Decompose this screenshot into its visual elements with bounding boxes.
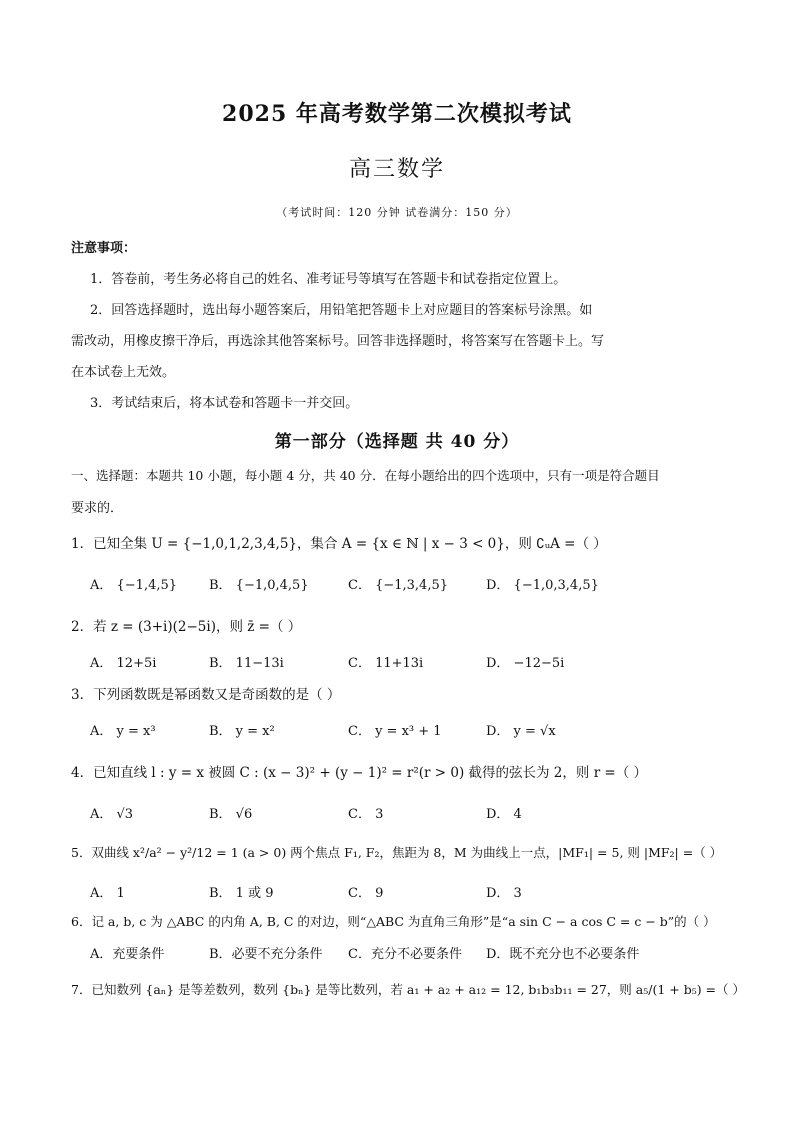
question-3-option-c: C． y = x³ + 1 — [348, 724, 442, 739]
question-2-option-a: A． 12+5i — [90, 656, 157, 671]
question-4-option-b: B． √6 — [209, 807, 253, 822]
question-2-option-d: D． −12−5i — [486, 656, 565, 671]
question-5-option-d: D． 3 — [486, 886, 522, 901]
question-4-option-c: C． 3 — [348, 807, 384, 822]
question-3-option-d: D． y = √x — [486, 724, 556, 739]
question-6-stem: 6．记 a, b, c 为 △ABC 的内角 A, B, C 的对边，则“△ABC 为直角三角形”是“a sin C − a cos C = c − b”的（ ） — [71, 914, 716, 929]
question-1-stem: 1．已知全集 U = {−1,0,1,2,3,4,5}，集合 A = {x ∈ ℕ | x − 3 < 0}，则 ∁ᵤA =（ ） — [71, 536, 607, 552]
question-5-option-b: B． 1 或 9 — [209, 886, 274, 901]
question-7-stem: 7．已知数列 {aₙ} 是等差数列，数列 {bₙ} 是等比数列，若 a₁ + a₂ + a₁₂ = 12, b₁b₃b₁₁ = 27，则 a₅/(1 + b₅) =（ ） — [71, 982, 746, 997]
question-4-option-a: A． √3 — [90, 807, 134, 822]
question-4-option-d: D． 4 — [486, 807, 522, 822]
question-1-option-d: D． {−1,0,3,4,5} — [486, 578, 599, 593]
notice-item-3: 3．考试结束后，将本试卷和答题卡一并交回。 — [90, 396, 359, 411]
question-5-option-a: A． 1 — [90, 886, 125, 901]
question-5-option-c: C． 9 — [348, 886, 384, 901]
notice-item-2-line-2: 需改动，用橡皮擦干净后，再选涂其他答案标号。回答非选择题时，将答案写在答题卡上。写 — [71, 334, 605, 349]
part-one-instructions-line-2: 要求的． — [71, 501, 124, 516]
question-4-stem: 4．已知直线 l : y = x 被圆 C : (x − 3)² + (y − 1)² = r²(r > 0) 截得的弦长为 2，则 r =（ ） — [71, 765, 648, 781]
question-6-option-b: B．必要不充分条件 — [209, 947, 323, 962]
question-2-stem: 2．若 z = (3+i)(2−5i)，则 z̄ =（ ） — [71, 619, 302, 635]
question-2-option-b: B． 11−13i — [209, 656, 284, 671]
question-1-option-c: C． {−1,3,4,5} — [348, 578, 448, 593]
question-6-option-c: C．充分不必要条件 — [348, 947, 462, 962]
question-1-option-b: B． {−1,0,4,5} — [209, 578, 309, 593]
exam-title: 2025 年高考数学第二次模拟考试 — [222, 101, 572, 127]
question-3-option-b: B． y = x² — [209, 724, 275, 739]
question-3-option-a: A． y = x³ — [90, 724, 156, 739]
notice-item-2-line-3: 在本试卷上无效。 — [71, 365, 176, 380]
part-one-heading: 第一部分（选择题 共 40 分） — [274, 432, 520, 452]
question-6-option-a: A．充要条件 — [90, 947, 165, 962]
question-5-stem: 5．双曲线 x²/a² − y²/12 = 1 (a > 0) 两个焦点 F₁, F₂，焦距为 8，M 为曲线上一点，|MF₁| = 5, 则 |MF₂| =（ ） — [71, 845, 723, 860]
question-1-option-a: A． {−1,4,5} — [90, 578, 178, 593]
question-3-stem: 3．下列函数既是幂函数又是奇函数的是（ ） — [71, 687, 341, 703]
exam-info: （考试时间：120 分钟 试卷满分：150 分） — [276, 206, 518, 219]
question-2-option-c: C． 11+13i — [348, 656, 424, 671]
notice-item-2-line-1: 2．回答选择题时，选出每小题答案后，用铅笔把答题卡上对应题目的答案标号涂黑。如 — [90, 303, 593, 318]
part-one-instructions-line-1: 一、选择题：本题共 10 小题，每小题 4 分，共 40 分．在每小题给出的四个选项中，只有一项是符合题目 — [71, 468, 660, 483]
notice-item-1: 1．答卷前，考生务必将自己的姓名、准考证号等填写在答题卡和试卷指定位置上。 — [90, 272, 567, 287]
question-6-option-d: D．既不充分也不必要条件 — [486, 947, 640, 962]
notice-heading: 注意事项： — [71, 241, 137, 256]
exam-subtitle: 高三数学 — [348, 157, 445, 182]
